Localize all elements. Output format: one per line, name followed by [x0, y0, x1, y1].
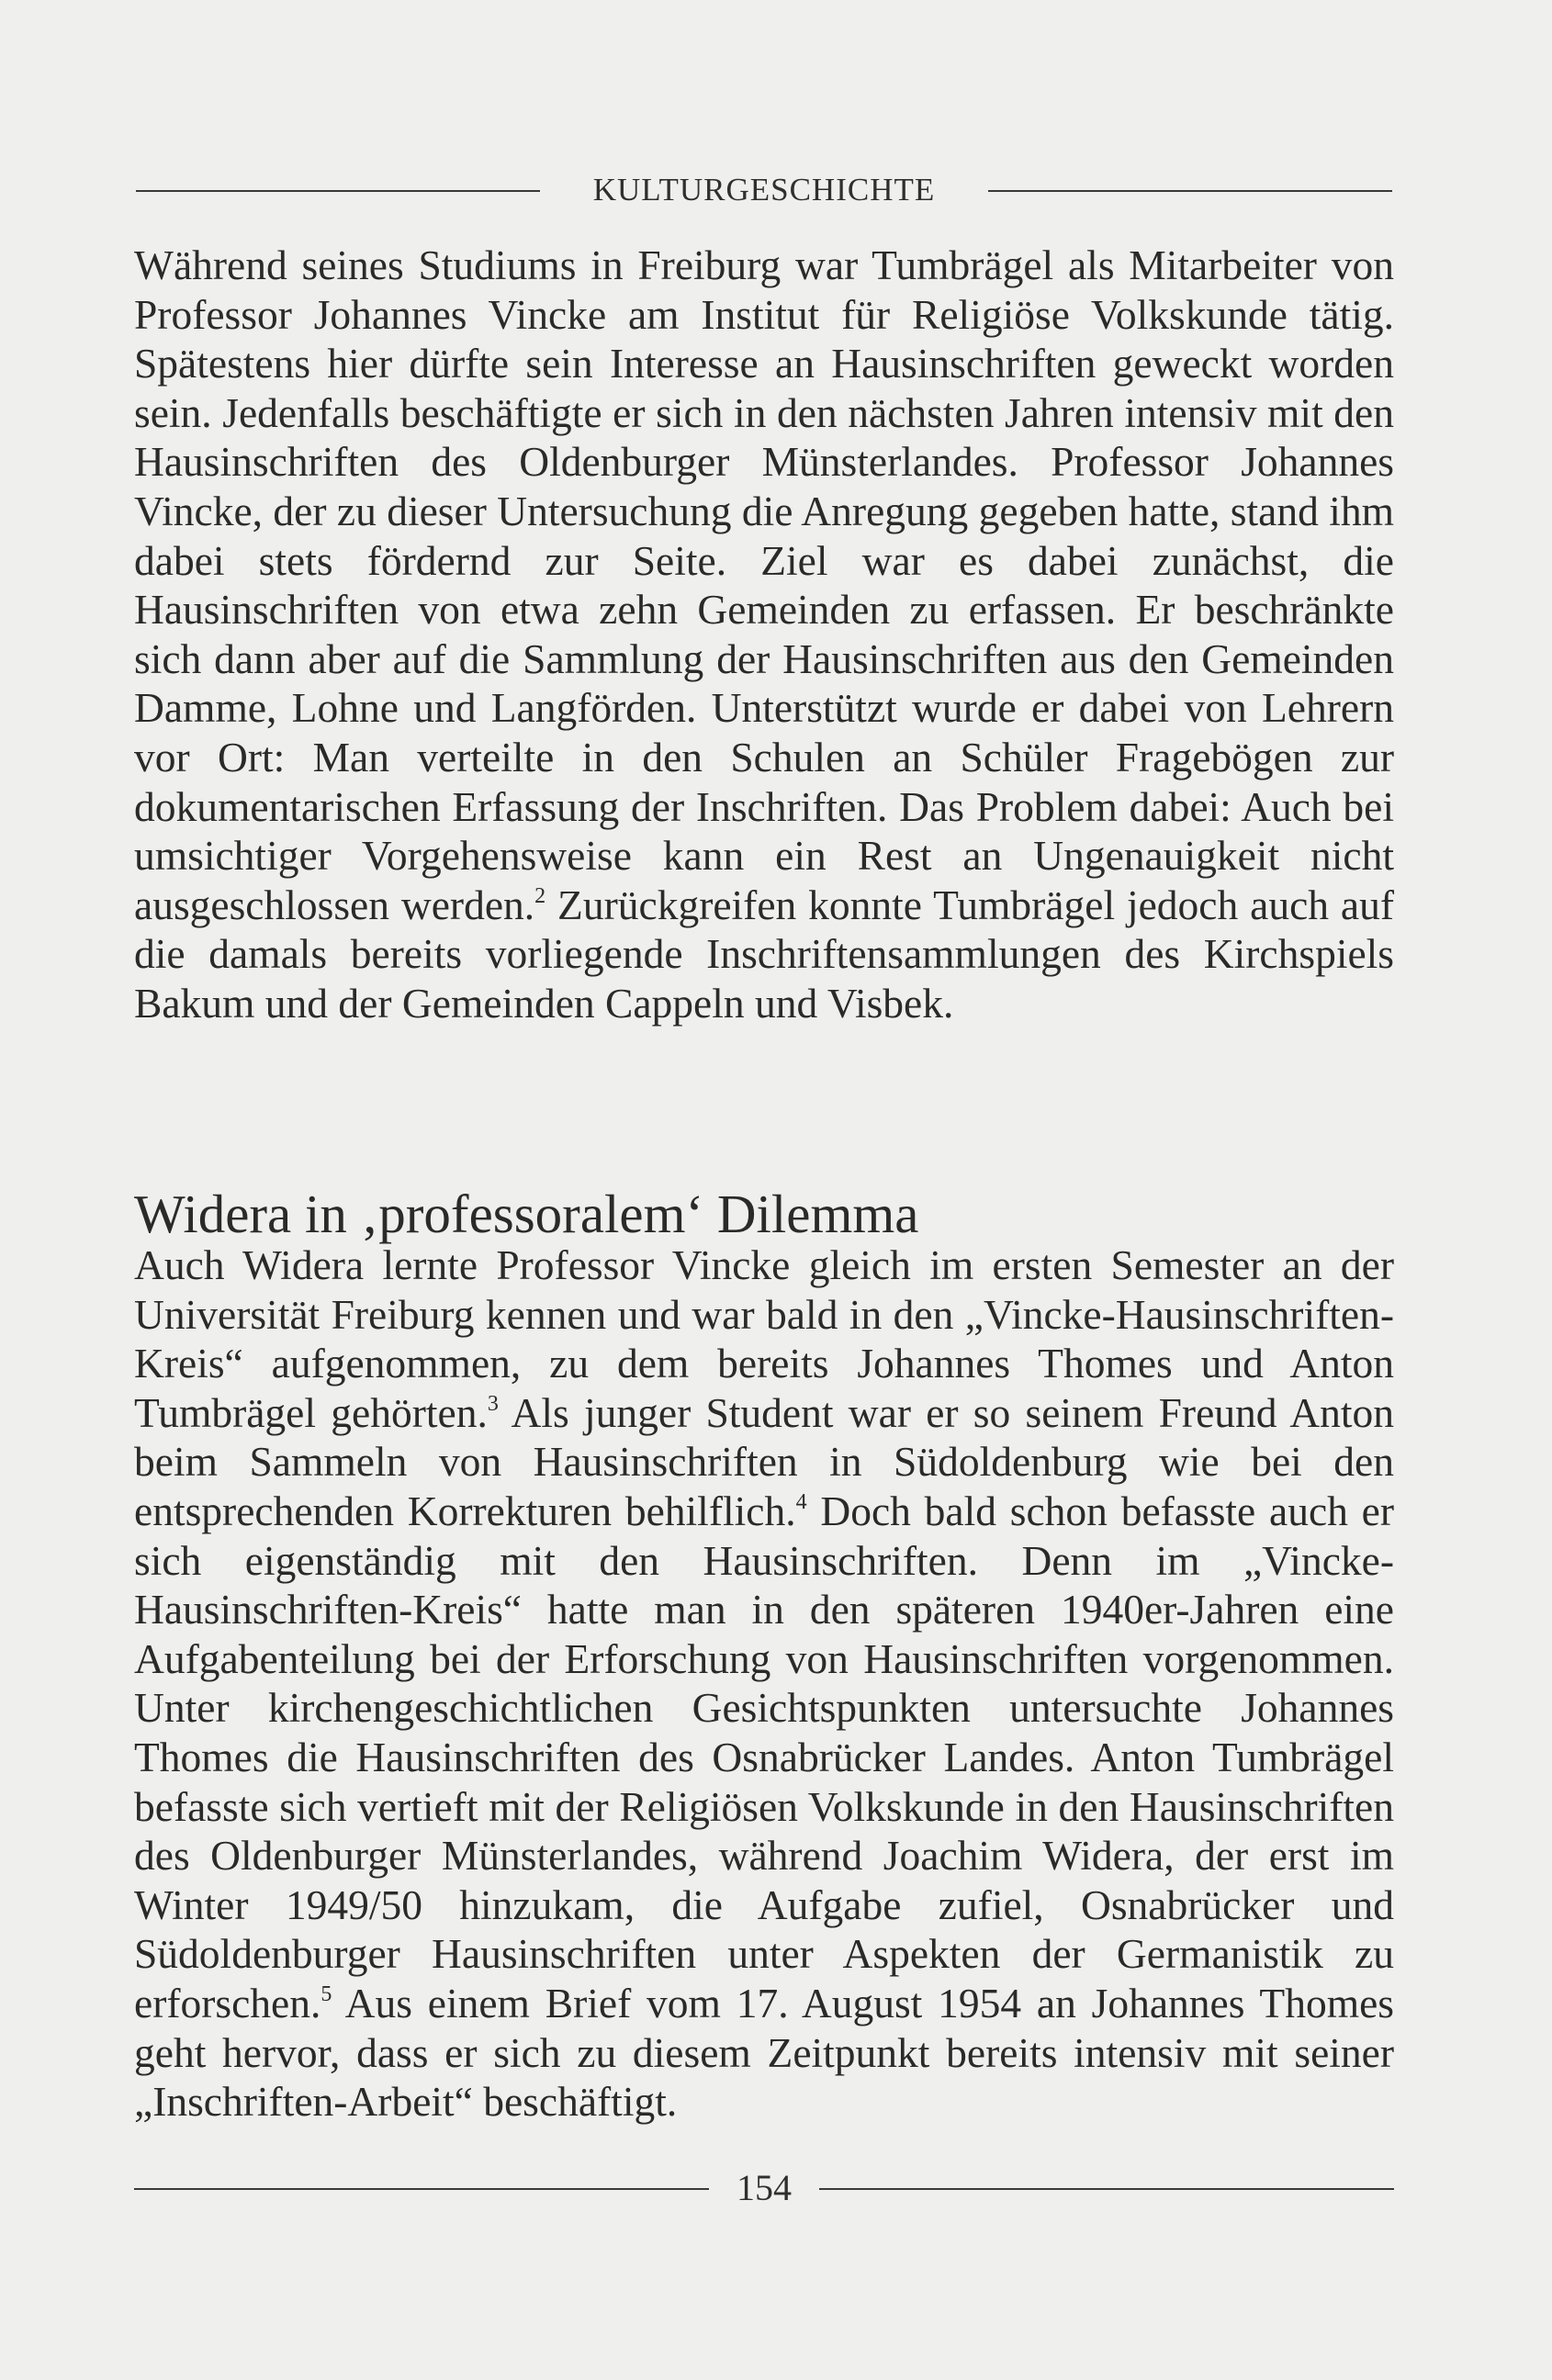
running-header [136, 172, 1392, 208]
footnote-ref-4[interactable]: 4 [795, 1489, 807, 1514]
footnote-ref-2[interactable]: 2 [534, 883, 546, 908]
footnote-ref-3[interactable]: 3 [487, 1391, 499, 1416]
paragraph-text: Doch bald schon befasste auch er sich eigenständig mit den Hausinschriften. Denn im „Vincke-Hausinschriften-Kreis“ hatte man in den späteren 1940er-Jahren eine Aufgabenteilung bei der Erforschung von Hausinschriften vorgenommen. Unter kirchengeschichtlichen Gesichtspunkten untersuchte Johannes Thomes die Hausinschriften des Osnabrücker Landes. Anton Tumbrägel befasste sich vertieft mit der Religiösen Volkskunde in den Hausinschriften des Oldenburger Münsterlandes, während Joachim Widera, der erst im Winter 1949/50 hinzukam, die Aufgabe zufiel, Osnabrücker und Südoldenburger Hausinschriften unter Aspekten der Germanistik zu erforschen. [134, 1487, 1394, 2026]
page-number: 154 [737, 2167, 792, 2208]
paragraph-text: Aus einem Brief vom 17. August 1954 an Johannes Thomes geht hervor, dass er sich zu diesem Zeitpunkt bereits intensiv mit seiner „Inschriften-Arbeit“ beschäftigt. [134, 1979, 1394, 2126]
body-text-column-top [134, 241, 1394, 1028]
body-text-column-bottom [134, 1241, 1394, 2127]
footnote-ref-5[interactable]: 5 [321, 1981, 332, 2006]
header-rule-right [988, 190, 1392, 192]
section-heading: Widera in ‚professoralem‘ Dilemma [134, 1184, 919, 1244]
paragraph-text: Während seines Studiums in Freiburg war Tumbrägel als Mitarbeiter von Professor Johannes Vincke am Institut für Religiöse Volkskunde tätig. Spätestens hier dürfte sein Interesse an Hausinschriften geweckt worden sein. Jedenfalls beschäftigte er sich in den nächsten Jahren intensiv mit den Hausinschriften des Oldenburger Münsterlandes. Professor Johannes Vincke, der zu dieser Untersuchung die Anregung gegeben hatte, stand ihm dabei stets fördernd zur Seite. Ziel war es dabei zunächst, die Hausinschriften von etwa zehn Gemeinden zu erfassen. Er beschränkte sich dann aber auf die Sammlung der Hausinschriften aus den Gemeinden Damme, Lohne und Langförden. Unterstützt wurde er dabei von Lehrern vor Ort: Man verteilte in den Schulen an Schüler Fragebögen zur dokumentarischen Erfassung der Inschriften. Das Problem dabei: Auch bei umsichtiger Vorgehensweise kann ein Rest an Ungenauigkeit nicht ausgeschlossen werden. [134, 241, 1394, 928]
footer-rule-right [819, 2188, 1394, 2190]
paragraph-text: Zurückgreifen konnte Tumbrägel jedoch auch auf die damals bereits vorliegende Inschriftensammlungen des Kirchspiels Bakum und der Gemeinden Cappeln und Visbek. [134, 881, 1395, 1027]
page-footer [134, 2165, 1394, 2211]
paragraph-widera-dilemma [134, 1241, 1394, 2127]
paragraph-text: Als junger Student war er so seinem Freund Anton beim Sammeln von Hausinschriften in Südoldenburg wie bei den entsprechenden Korrekturen behilflich. [134, 1388, 1395, 1534]
paragraph-text: Auch Widera lernte Professor Vincke gleich im ersten Semester an der Universität Freiburg kennen und war bald in den „Vincke-Hausinschriften-Kreis“ aufgenommen, zu dem bereits Johannes Thomes und Anton Tumbrägel gehörten. [134, 1241, 1394, 1436]
running-header-title: KULTURGESCHICHTE [592, 172, 936, 208]
paragraph-tumbraegel-studies [134, 241, 1394, 1028]
